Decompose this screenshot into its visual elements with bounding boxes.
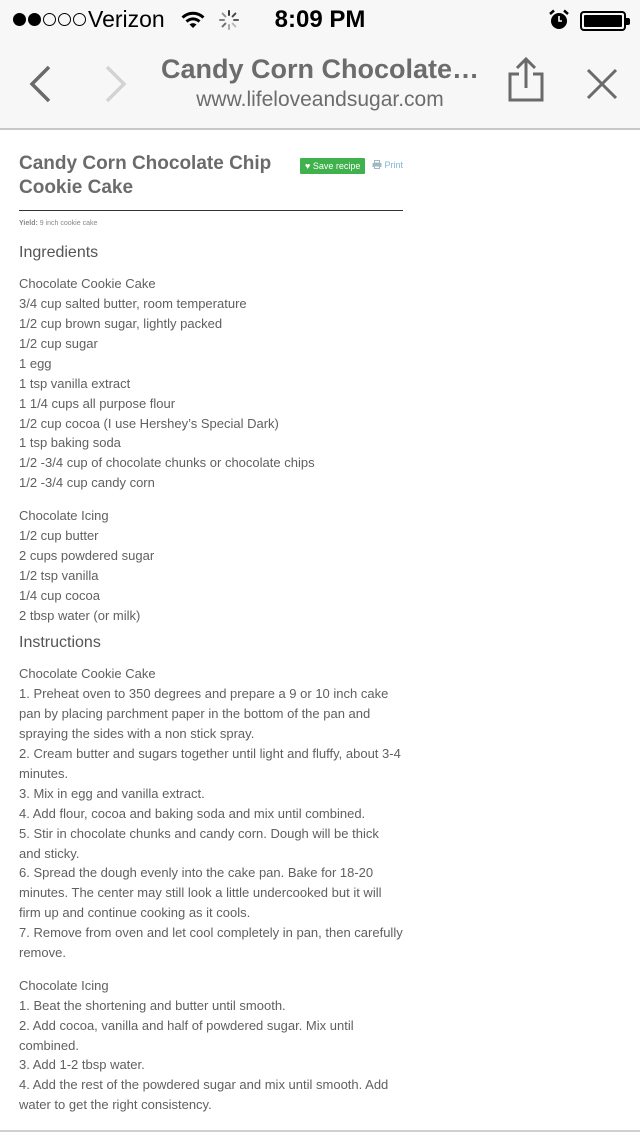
page-title: Candy Corn Chocolate… (160, 54, 480, 84)
recipe-title: Candy Corn Chocolate Chip Cookie Cake (19, 153, 272, 198)
print-label: Print (384, 160, 404, 170)
page-url: www.lifeloveandsugar.com (196, 88, 444, 111)
list-item: 1. Preheat oven to 350 degrees and prepare a 9 or 10 inch cake pan by placing parchment paper in the bottom of the pan and spraying the sides with a non stick spray. (19, 686, 389, 741)
battery-icon (580, 11, 626, 31)
list-item: 3. Add 1-2 tbsp water. (19, 1057, 145, 1072)
list-item: 1 1/4 cups all purpose flour (19, 396, 176, 411)
save-recipe-button[interactable] (300, 158, 365, 174)
list-item: 1/2 cup cocoa (I use Hershey’s Special Dark) (19, 416, 279, 431)
list-item: 7. Remove from oven and let cool completely in pan, then carefully remove. (19, 925, 403, 960)
yield-value: 9 inch cookie cake (39, 220, 98, 227)
list-item: 3. Mix in egg and vanilla extract. (19, 786, 205, 801)
list-item: 5. Stir in chocolate chunks and candy corn. Dough will be thick and sticky. (19, 826, 379, 861)
recipe-yield (19, 220, 97, 227)
heart-icon: ♥ (305, 161, 311, 171)
list-item: Chocolate Icing (19, 508, 109, 523)
list-item: 4. Add flour, cocoa and baking soda and mix until combined. (19, 806, 366, 821)
forward-button[interactable] (94, 62, 138, 106)
ingredients-heading: Ingredients (19, 244, 99, 261)
alarm-clock-icon (548, 9, 570, 36)
browser-nav-bar (0, 40, 640, 130)
list-item: 2 tbsp water (or milk) (19, 608, 141, 623)
chevron-left-icon (27, 64, 53, 104)
list-item: 2 cups powdered sugar (19, 548, 155, 563)
list-item: Chocolate Cookie Cake (19, 276, 156, 291)
instructions-group-title: Chocolate Icing (19, 978, 109, 993)
list-item: 6. Spread the dough evenly into the cake pan. Bake for 18-20 minutes. The center may still look a little undercooked but it will firm up and continue cooking as it cools. (19, 865, 382, 920)
list-item: 1 egg (19, 356, 52, 371)
list-item: 1/2 cup sugar (19, 336, 98, 351)
instructions-heading: Instructions (19, 634, 101, 651)
list-item: 1/2 cup brown sugar, lightly packed (19, 316, 223, 331)
list-item: 1 tsp baking soda (19, 435, 121, 450)
list-item: 1/2 -3/4 cup candy corn (19, 475, 155, 490)
bottom-divider (0, 1130, 640, 1132)
clock-time: 8:09 PM (274, 6, 366, 33)
list-item: 2. Cream butter and sugars together until light and fluffy, about 3-4 minutes. (19, 746, 401, 781)
list-item: 3/4 cup salted butter, room temperature (19, 296, 247, 311)
list-item: 1 tsp vanilla extract (19, 376, 131, 391)
chevron-right-icon (103, 64, 129, 104)
list-item: 4. Add the rest of the powdered sugar and mix until smooth. Add water to get the right consistency. (19, 1077, 389, 1112)
list-item: 1/4 cup cocoa (19, 588, 100, 603)
title-divider (19, 210, 403, 211)
share-icon (504, 57, 548, 103)
back-button[interactable] (18, 62, 62, 106)
list-item: 1. Beat the shortening and butter until smooth. (19, 998, 286, 1013)
printer-icon (372, 160, 382, 169)
status-bar (0, 0, 640, 40)
close-icon (584, 66, 620, 102)
instructions-group-title: Chocolate Cookie Cake (19, 666, 156, 681)
list-item: 2. Add cocoa, vanilla and half of powdered sugar. Mix until combined. (19, 1018, 354, 1053)
list-item: 1/2 tsp vanilla (19, 568, 99, 583)
carrier-name: Verizon (88, 6, 165, 32)
list-item: 1/2 -3/4 cup of chocolate chunks or chocolate chips (19, 455, 315, 470)
save-recipe-label: Save recipe (312, 161, 361, 171)
share-button[interactable] (504, 58, 548, 102)
close-button[interactable] (580, 62, 624, 106)
list-item: 1/2 cup butter (19, 528, 99, 543)
yield-label: Yield: (19, 220, 38, 227)
print-link[interactable] (372, 160, 403, 170)
